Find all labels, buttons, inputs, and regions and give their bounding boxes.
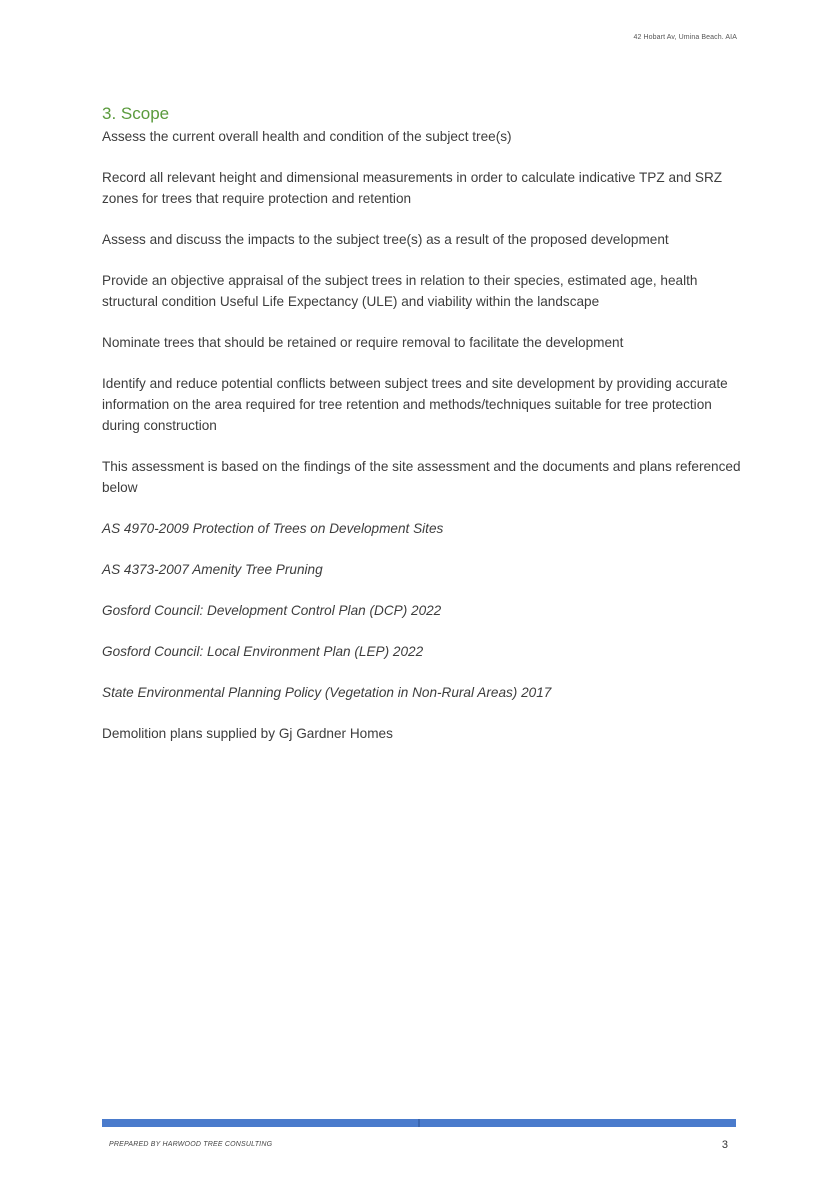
page-number: 3 <box>721 1139 728 1151</box>
scope-paragraph-2: Record all relevant height and dimensional measurements in order to calculate indicative TPZ and SRZ zones for trees that require protection and retention <box>102 170 723 206</box>
document-body <box>102 102 742 744</box>
scope-paragraph-6: Identify and reduce potential conflicts between subject trees and site development by providing accurate information on the area required for tree retention and methods/techniques suitable for tree protection during construction <box>102 376 728 433</box>
section-heading: 3. Scope <box>102 104 170 123</box>
footer-prepared-by: PREPARED BY HARWOOD TREE CONSULTING <box>109 1141 273 1148</box>
header-address: 42 Hobart Av, Umina Beach. AIA <box>633 34 737 41</box>
footer-divider-bar <box>102 1119 736 1127</box>
scope-paragraph-3: Assess and discuss the impacts to the subject tree(s) as a result of the proposed development <box>102 232 669 247</box>
closing-paragraph: Demolition plans supplied by Gj Gardner Homes <box>102 726 393 741</box>
scope-paragraph-1: Assess the current overall health and condition of the subject tree(s) <box>102 129 512 144</box>
reference-item: Gosford Council: Development Control Plan (DCP) 2022 <box>102 603 442 618</box>
scope-paragraph-5: Nominate trees that should be retained or require removal to facilitate the development <box>102 335 624 350</box>
reference-item: AS 4970-2009 Protection of Trees on Development Sites <box>102 521 444 536</box>
footer-bar-segment <box>418 1119 420 1127</box>
scope-paragraph-4: Provide an objective appraisal of the subject trees in relation to their species, estimated age, health structural condition Useful Life Expectancy (ULE) and viability within the landscape <box>102 273 698 309</box>
reference-item: Gosford Council: Local Environment Plan (LEP) 2022 <box>102 644 424 659</box>
scope-paragraph-7: This assessment is based on the findings of the site assessment and the documents and plans referenced below <box>102 459 741 495</box>
reference-item: State Environmental Planning Policy (Vegetation in Non-Rural Areas) 2017 <box>102 685 552 700</box>
reference-item: AS 4373-2007 Amenity Tree Pruning <box>102 562 323 577</box>
